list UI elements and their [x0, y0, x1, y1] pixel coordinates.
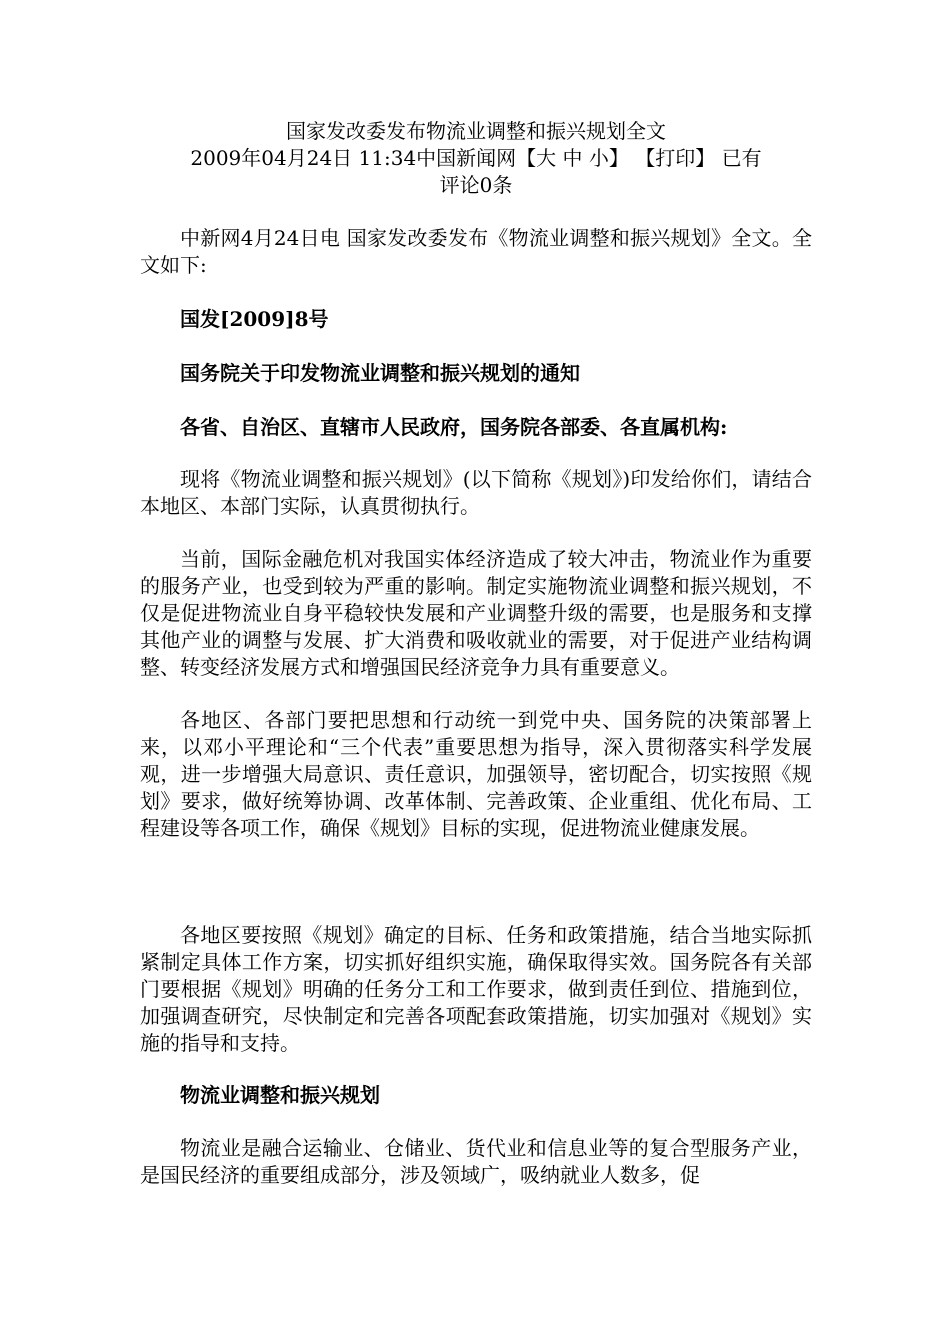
body-paragraph: 当前，国际金融危机对我国实体经济造成了较大冲击，物流业作为重要的服务产业，也受到较为严重的影响。制定实施物流业调整和振兴规划，不仅是促进物流业自身平稳较快发展和产业调整升级的需要，也是服务和支撑其他产业的调整与发展、扩大消费和吸收就业的需要，对于促进产业结构调整、转变经济发展方式和增强国民经济竞争力具有重要意义。 [140, 547, 812, 679]
intro-paragraph: 中新网4月24日电 国家发改委发布《物流业调整和振兴规划》全文。全文如下: [140, 226, 812, 277]
addressee-line: 各省、自治区、直辖市人民政府，国务院各部委、各直属机构: [180, 415, 728, 439]
document-page [140, 118, 812, 1189]
article-title: 国家发改委发布物流业调整和振兴规划全文 [286, 119, 666, 143]
article-meta-line: 2009年04月24日 11:34中国新闻网【大 中 小】 【打印】 已有 [190, 146, 762, 170]
body-paragraph: 物流业是融合运输业、仓储业、货代业和信息业等的复合型服务产业，是国民经济的重要组成部分，涉及领域广，吸纳就业人数多，促 [140, 1136, 812, 1187]
document-number: 国发[2009]8号 [180, 307, 329, 331]
notice-title: 国务院关于印发物流业调整和振兴规划的通知 [180, 361, 580, 385]
article-header [140, 118, 812, 199]
article-comment-count: 评论0条 [439, 173, 513, 197]
body-paragraph: 各地区要按照《规划》确定的目标、任务和政策措施，结合当地实际抓紧制定具体工作方案，切实抓好组织实施，确保取得实效。国务院各有关部门要根据《规划》明确的任务分工和工作要求，做到责任到位、措施到位，加强调查研究，尽快制定和完善各项配套政策措施，切实加强对《规划》实施的指导和支持。 [140, 923, 812, 1055]
body-paragraph: 现将《物流业调整和振兴规划》(以下简称《规划》)印发给你们，请结合本地区、本部门实际，认真贯彻执行。 [140, 467, 812, 518]
plan-title: 物流业调整和振兴规划 [180, 1083, 380, 1107]
body-paragraph: 各地区、各部门要把思想和行动统一到党中央、国务院的决策部署上来，以邓小平理论和“三个代表”重要思想为指导，深入贯彻落实科学发展观，进一步增强大局意识、责任意识，加强领导，密切配合，切实按照《规划》要求，做好统筹协调、改革体制、完善政策、企业重组、优化布局、工程建设等各项工作，确保《规划》目标的实现，促进物流业健康发展。 [140, 708, 812, 840]
